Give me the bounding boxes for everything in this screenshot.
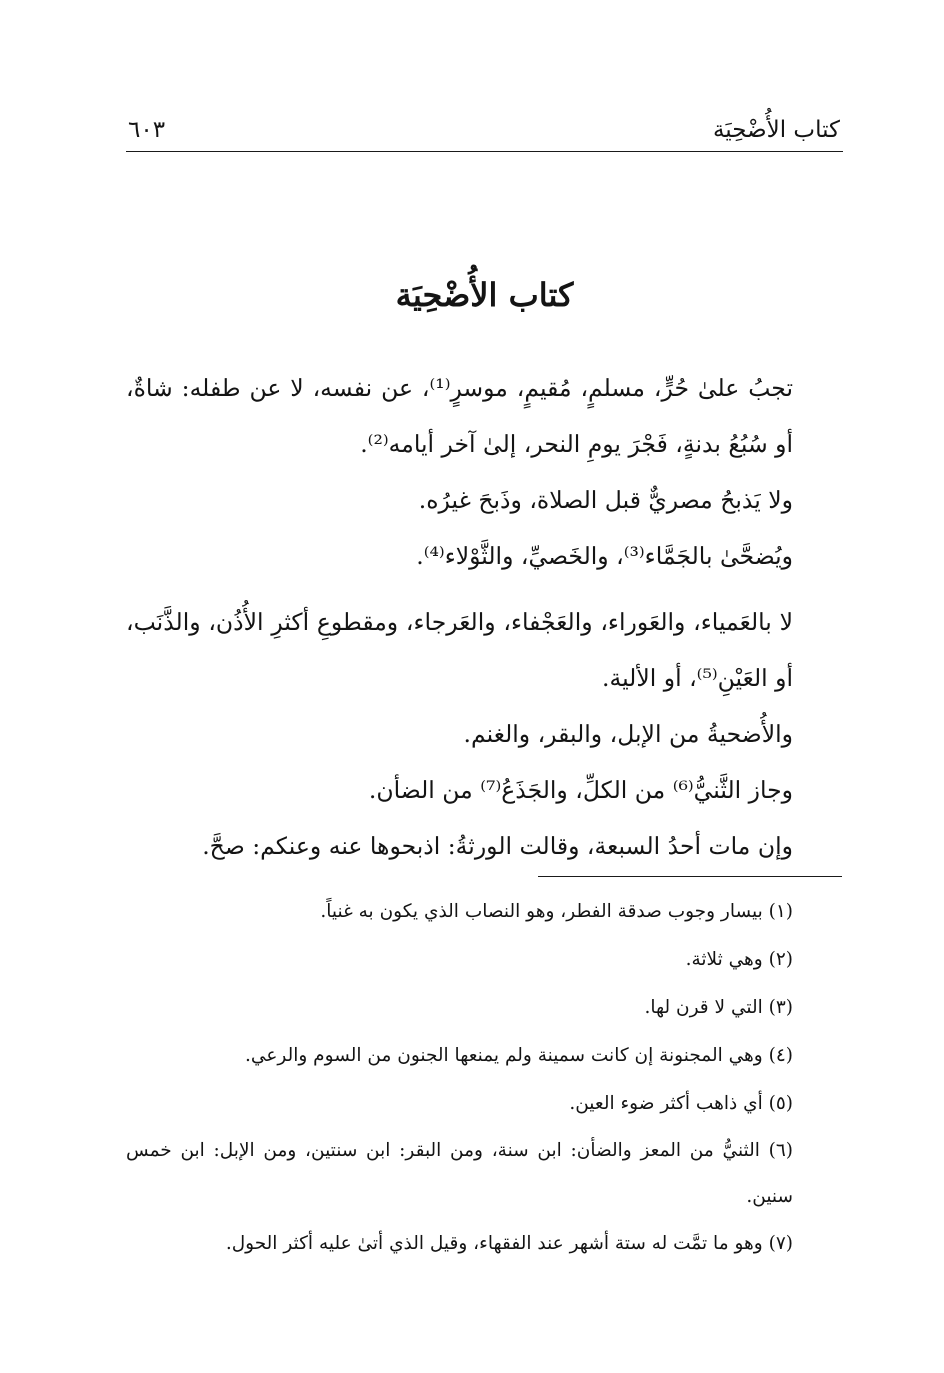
footnote: (١) بيسار وجوب صدقة الفطر، وهو النصاب الذي يكون به غنياً. [320,901,793,922]
paragraph: لا بالعَمياء، والعَوراء، والعَجْفاء، والعَرجاء، ومقطوعِ أكثرِ الأُذُن، والذَّنَب، أو العَيْنِ⁽⁵⁾، أو الألية. [126,608,793,692]
footnote: (٤) وهي المجنونة إن كانت سمينة ولم يمنعها الجنون من السوم والرعي. [245,1045,793,1066]
paragraph: والأُضحيةُ من الإبل، والبقر، والغنم. [463,720,793,748]
footnote: (٧) وهو ما تمَّت له ستة أشهر عند الفقهاء، وقيل الذي أتىٰ عليه أكثر الحول. [225,1233,793,1254]
paragraph: تجبُ علىٰ حُرٍّ، مسلمٍ، مُقيمٍ، موسرٍ⁽¹⁾، عن نفسه، لا عن طفله: شاةٌ، أو سُبُعُ بدنةٍ، فَجْرَ يومِ النحر، إلىٰ آخر أيامه⁽²⁾. [126,374,793,458]
page-number: ٦٠٣ [128,117,166,143]
footnote: (٥) أي ذاهب أكثر ضوء العين. [569,1093,793,1114]
header-rule [126,151,843,152]
footnote: (٢) وهي ثلاثة. [685,949,793,970]
paragraph: ولا يَذبحُ مصريٌّ قبل الصلاة، وذَبحَ غيرُه. [418,486,793,514]
chapter-title: كتاب الأُضْحِيَة [395,276,574,314]
footnote: (٦) الثنيُّ من المعز والضأن: ابن سنة، ومن البقر: ابن سنتين، ومن الإبل: ابن خمس سنين. [126,1140,793,1207]
main-text [126,360,843,874]
running-header-title: كتاب الأُضْحِيَة [712,117,840,143]
paragraph: وجاز الثَّنيُّ⁽⁶⁾ من الكلِّ، والجَذَعُ⁽⁷⁾ من الضأن. [368,776,793,804]
footnotes [126,888,843,1268]
paragraph: وإن مات أحدُ السبعة، وقالت الورثةُ: اذبحوها عنه وعنكم: صحَّ. [202,832,793,860]
footnote: (٣) التي لا قرن لها. [644,997,793,1018]
paragraph: ويُضحَّىٰ بالجَمَّاء⁽³⁾، والخَصيِّ، والثَّوْلاء⁽⁴⁾. [416,542,793,570]
footnote-separator [538,876,842,877]
